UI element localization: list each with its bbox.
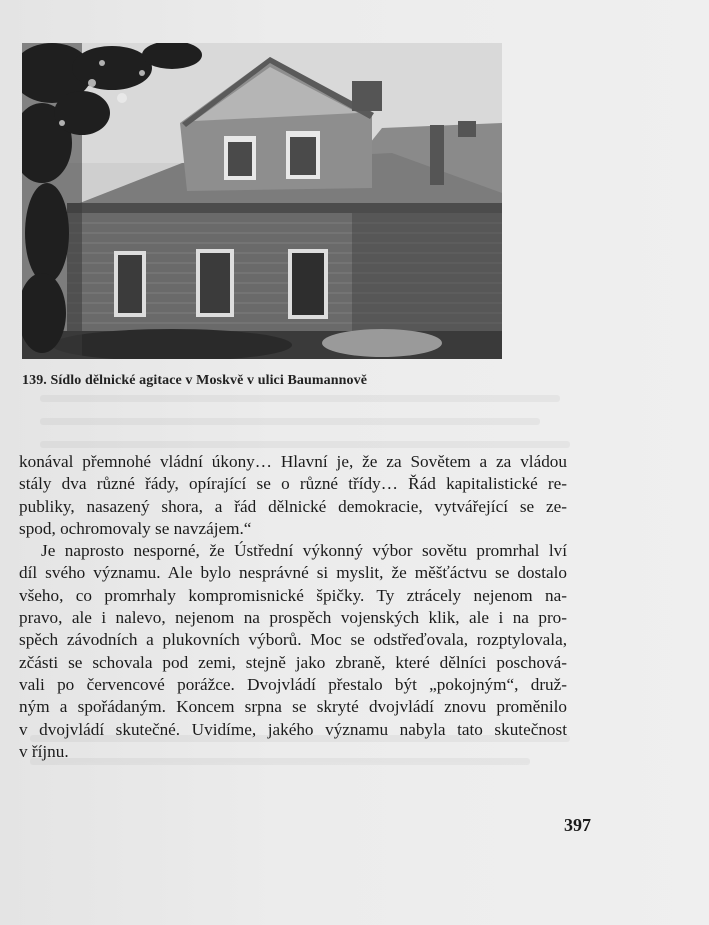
- page-number: 397: [564, 815, 591, 835]
- text-line: Je naprosto nesporné, že Ústřední výkonný výbor sovětu promrhal lví: [41, 541, 567, 561]
- text-line: všeho, co promrhaly kompromisnické špičky. Ty ztrácely nejenom na-: [19, 585, 567, 605]
- text-line: v říjnu.: [19, 741, 69, 761]
- text-line: zčásti se schovala pod zemi, stejně jako zbraně, které dělníci poschová-: [19, 652, 567, 672]
- text-line: vali po červencové porážce. Dvojvládí přestalo být „pokojným“, druž-: [19, 674, 567, 694]
- body-text: [19, 451, 567, 763]
- text-line: v dvojvládí skutečné. Uvidíme, jakého významu nabyla tato skutečnost: [19, 719, 567, 739]
- figure-caption: [22, 373, 582, 389]
- text-line: stály dva různé řády, opírající se o různé třídy… Řád kapitalistické re-: [19, 474, 567, 494]
- text-line: pravo, ale i nalevo, nejenom na prospěch vojenských klik, ale i na pro-: [19, 608, 567, 628]
- text-line: ným a spořádaným. Koncem srpna se skryté dvojvládí znovu proměnilo: [19, 697, 567, 717]
- text-line: publiky, nasazený shora, a řád dělnické demokracie, vytvářející se ze-: [19, 496, 567, 516]
- figure-caption-text: Sídlo dělnické agitace v Moskvě v ulici Baumannově: [50, 373, 368, 388]
- text-line: konával přemnohé vládní úkony… Hlavní je, že za Sovětem a za vládou: [19, 452, 567, 471]
- figure-number: 139.: [22, 373, 47, 388]
- building-photograph: [22, 43, 502, 359]
- house-illustration: [22, 43, 502, 359]
- text-line: díl svého významu. Ale bylo nesprávné si myslit, že měšťáctvu se dostalo: [19, 563, 567, 583]
- text-line: spěch závodních a plukovních výborů. Moc se odstřeďovala, rozptylovala,: [19, 630, 567, 650]
- text-line: spod, ochromovaly se navzájem.“: [19, 518, 252, 538]
